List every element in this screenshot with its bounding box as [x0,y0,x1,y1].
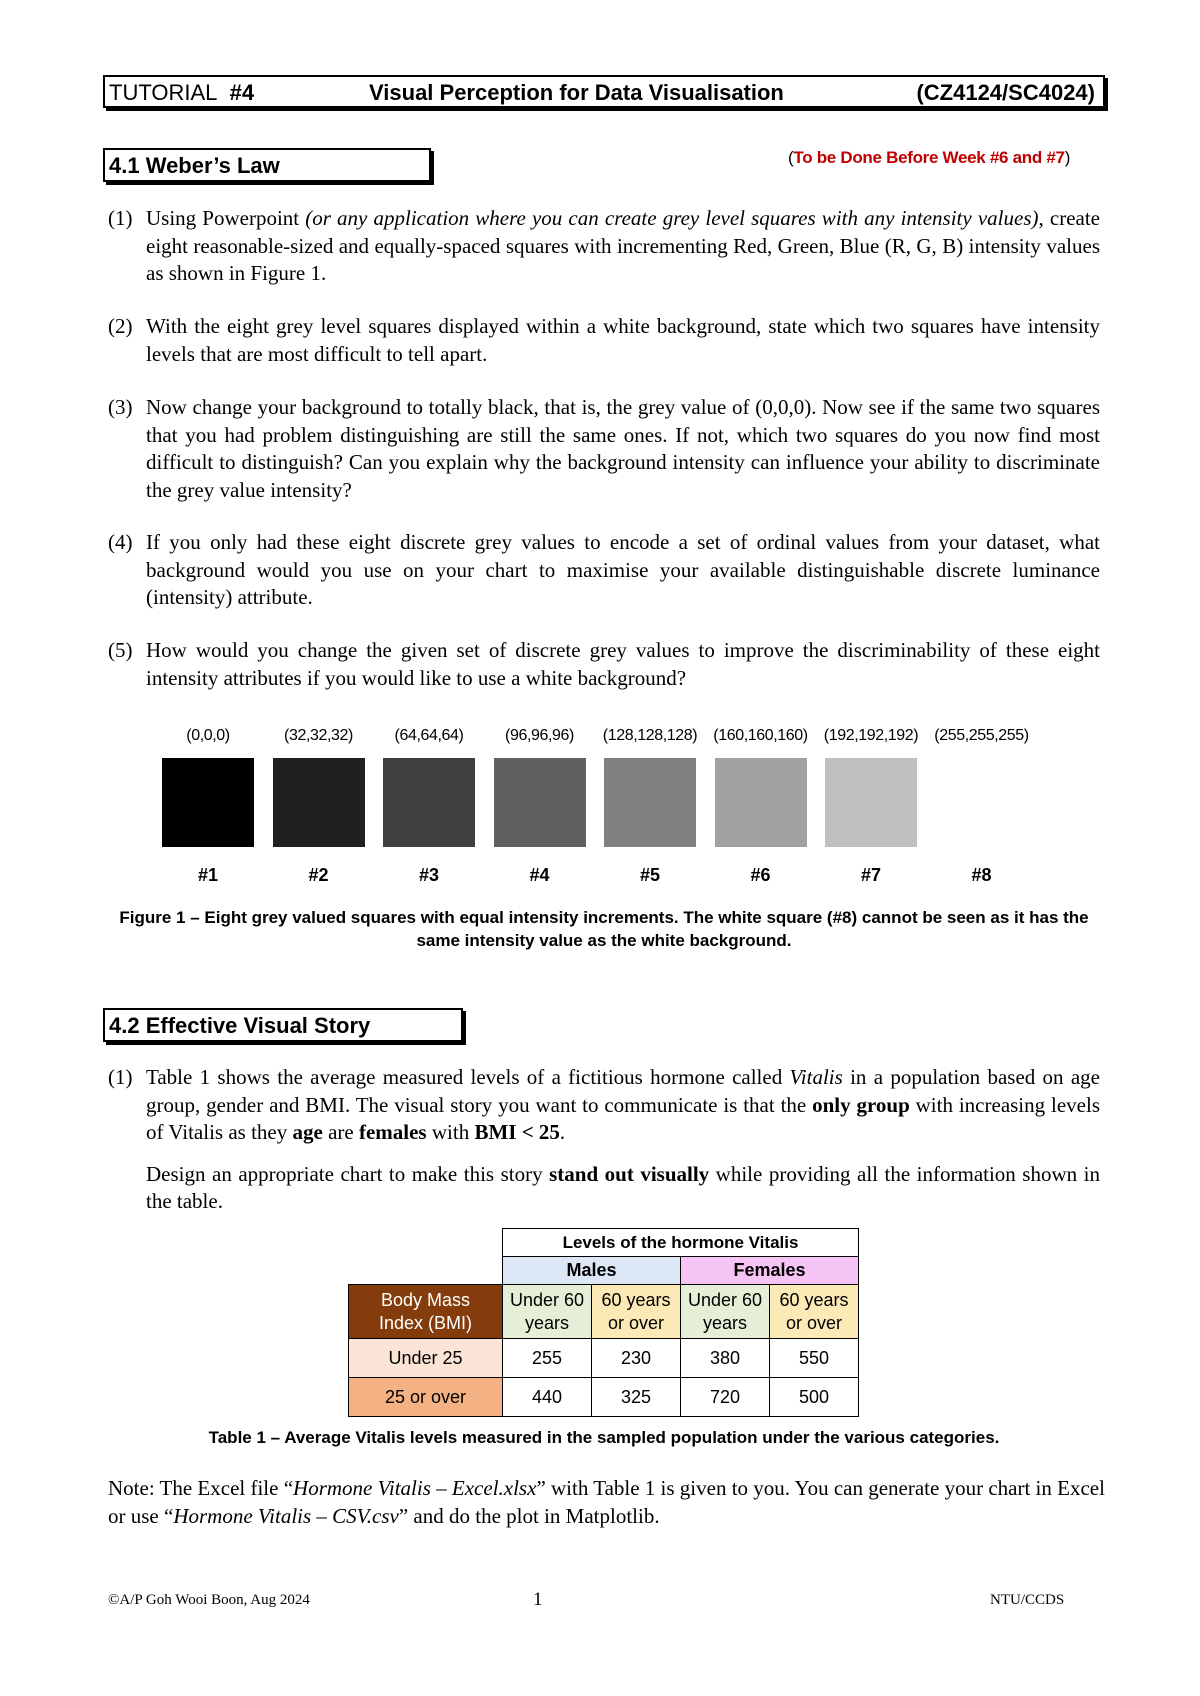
table-cell: 255 [503,1339,592,1378]
question-number: (3) [108,395,133,419]
bmi-header-line: Body Mass [380,1289,471,1310]
question-text: Now change your background to totally black, that is, the grey value of (0,0,0). Now see if the same two squares that you had problem distinguishing are still the same ones. If not, which two squares do you now find most difficult to distinguish? Can you explain why the background intensity can influence your ability to discriminate the grey value intensity? [146,395,1100,502]
emphasis: only group [812,1092,910,1117]
square-rgb-label: (64,64,64) [394,727,464,744]
question-number: (5) [108,638,133,662]
table-subheader-females-60-over [770,1285,859,1339]
tutorial-label [109,80,254,106]
square-number: #6 [750,865,771,885]
figure-caption: Figure 1 – Eight grey valued squares with equal intensity increments. The white square (#8) cannot be seen as it has the same intensity value as the white background. [119,908,1089,950]
note-filename: Hormone Vitalis – CSV.csv [173,1503,399,1528]
question-number: (1) [108,206,133,230]
table-cell: 500 [770,1378,859,1417]
table-subheader-females-under-60 [681,1285,770,1339]
question-text-para2 [146,1161,1100,1216]
note-paragraph [108,1475,1108,1530]
note-text: ” with Table 1 is given to you. You can generate your chart in Excel or use “ [108,1476,1105,1528]
vitalis-table [348,1228,859,1417]
grey-square [494,758,586,847]
square-rgb-label: (32,32,32) [284,727,353,744]
table-row-label: 25 or over [349,1378,503,1417]
question-text-part: , create eight reasonable-sized and equally-spaced squares with incrementing Red, Green, Blue (R, G, B) intensity values as shown in Figure 1. [146,206,1100,285]
footer-institution: NTU/CCDS [990,1592,1065,1608]
table-cell: 720 [681,1378,770,1417]
square-rgb-label: (255,255,255) [934,727,1029,744]
square-number: #8 [971,865,992,885]
question-text: If you only had these eight discrete grey values to encode a set of ordinal values from your dataset, what background would you use on your chart to maximise your available distinguishable discrete luminance (intensity) attribute. [146,530,1100,609]
note-text: ” and do the plot in Matplotlib. [398,1503,660,1528]
page-number: 1 [533,1589,543,1610]
grey-square [825,758,917,847]
subheader-line: 60 years [779,1289,849,1310]
square-number: #5 [639,865,661,885]
table-blank-cell [349,1257,503,1285]
emphasis: BMI < 25 [474,1120,560,1144]
subheader-line: Under 60 [509,1289,585,1310]
section-heading-visual-story: 4.2 Effective Visual Story [103,1008,463,1042]
table-group-males: Males [503,1257,681,1285]
question-4-1-5 [108,637,1100,692]
square-rgb-label: (96,96,96) [505,727,574,744]
square-rgb-label: (0,0,0) [186,727,230,744]
square-number: #4 [529,865,550,885]
tutorial-title: Visual Perception for Data Visualisation [369,80,784,105]
question-4-1-3 [108,394,1100,504]
text-part: with increasing levels of Vitalis as they [146,1092,1100,1144]
table-row-label: Under 25 [349,1339,503,1378]
question-text: How would you change the given set of discrete grey values to improve the discriminability of these eight intensity attributes if you would like to use a white background? [146,638,1100,690]
table-caption: Table 1 – Average Vitalis levels measured in the sampled population under the various categories. [208,1428,1000,1447]
question-text: With the eight grey level squares displayed within a white background, state which two squares have intensity levels that are most difficult to tell apart. [146,314,1100,366]
table-cell: 325 [592,1378,681,1417]
grey-square [936,758,1028,847]
question-text-part: Using Powerpoint [146,206,306,230]
text-part: Table 1 shows the average measured levels of a fictitious hormone called [146,1065,790,1089]
subheader-line: or over [785,1312,843,1333]
square-number: #3 [418,865,440,885]
note-text: Note: The Excel file “ [108,1476,294,1500]
table-cell: 230 [592,1339,681,1378]
square-rgb-label: (160,160,160) [713,727,808,744]
text-part: . [559,1120,566,1144]
note-filename: Hormone Vitalis – Excel.xlsx [293,1476,537,1500]
square-number: #2 [308,865,329,885]
grey-square [162,758,254,847]
table-subheader-males-under-60 [503,1285,592,1339]
table-subheader-males-60-over [592,1285,681,1339]
question-number: (4) [108,530,133,554]
table-cell: 550 [770,1339,859,1378]
question-4-1-1 [108,205,1100,288]
table-cell: 380 [681,1339,770,1378]
tutorial-header [103,75,1105,108]
due-note [788,148,1070,168]
bmi-header-line: Index (BMI) [378,1312,473,1333]
subheader-line: or over [607,1312,665,1333]
text-part: are [322,1120,359,1144]
square-rgb-label: (128,128,128) [602,727,698,744]
question-text [146,1064,1100,1147]
subheader-line: years [524,1312,569,1333]
table-row [349,1378,859,1417]
table-blank-cell [349,1229,503,1257]
emphasis: females [358,1120,427,1144]
square-number: #1 [197,865,219,885]
text-part: with [426,1120,475,1144]
square-number: #7 [860,865,882,885]
grey-square [383,758,475,847]
table-cell: 440 [503,1378,592,1417]
table-title: Levels of the hormone Vitalis [503,1229,859,1257]
tutorial-number: #4 [229,80,255,105]
subheader-line: years [702,1312,747,1333]
table-bmi-header [349,1285,503,1339]
text-part: while providing all the information shown in the table. [146,1161,1100,1213]
question-4-1-4 [108,529,1100,612]
question-4-1-2 [108,313,1100,368]
question-number: (1) [108,1065,133,1089]
due-open: ( [788,148,794,167]
tutorial-prefix: TUTORIAL [109,80,218,105]
text-part: in a population based on age group, gender and BMI. The visual story you want to communicate is that the [146,1065,1100,1117]
question-italic: (or any application where you can create grey level squares with any intensity values) [305,206,1039,230]
text-part: Design an appropriate chart to make this story [146,1161,550,1186]
question-4-2-1 [108,1064,1100,1216]
table-row [349,1339,859,1378]
table-group-females: Females [681,1257,859,1285]
grey-square [715,758,807,847]
question-number: (2) [108,314,133,338]
section-heading-webers-law: 4.1 Weber’s Law [103,148,431,182]
question-text [146,205,1100,288]
course-code: (CZ4124/SC4024) [916,80,1095,105]
grey-square [273,758,365,847]
due-text: To be Done Before Week #6 and #7 [793,148,1065,167]
hormone-name: Vitalis [789,1065,843,1089]
square-rgb-label: (192,192,192) [823,727,919,744]
grey-square [604,758,696,847]
subheader-line: 60 years [601,1289,671,1310]
subheader-line: Under 60 [687,1289,763,1310]
due-close: ) [1064,148,1071,167]
emphasis: stand out visually [549,1161,710,1186]
footer-author: ©A/P Goh Wooi Boon, Aug 2024 [108,1592,310,1608]
emphasis: age [292,1120,323,1144]
